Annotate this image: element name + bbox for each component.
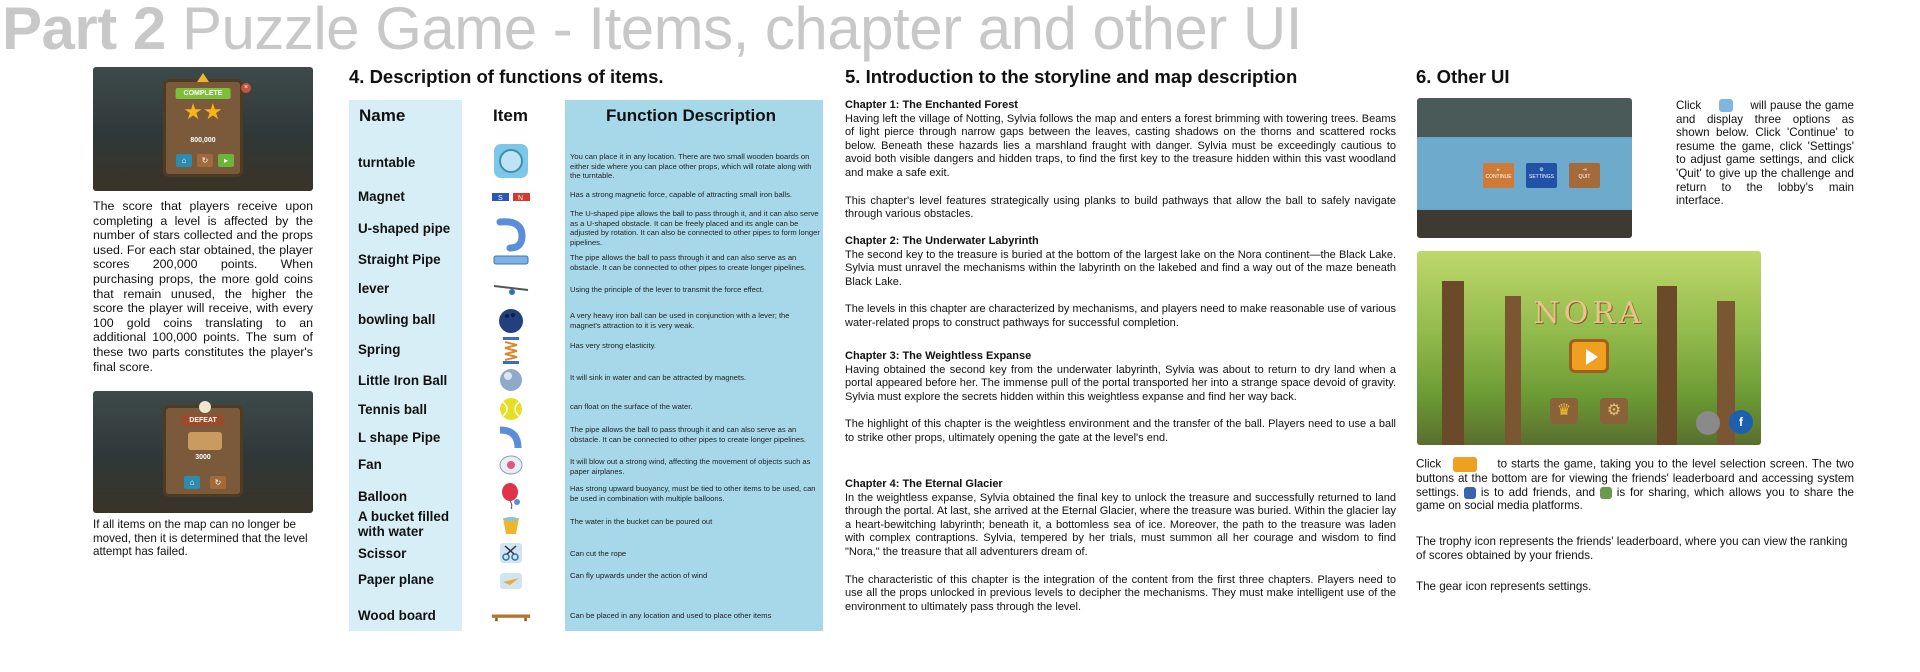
item-name: Little Iron Ball (358, 373, 448, 388)
lose-ribbon: DEFEAT (181, 415, 224, 426)
chapter-note: The characteristic of this chapter is the integration of the content from the first three chapters. Players need to use all the props unlocked in previous levels to decipher the mechanisms. They must make intelligent use of the environment to ultimately pass through the level. (845, 573, 1396, 613)
items-section-title: 4. Description of functions of items. (349, 66, 664, 87)
continue-button[interactable]: ▸ CONTINUE (1483, 163, 1514, 188)
pause-screenshot (1417, 98, 1632, 238)
spring-icon (491, 336, 531, 366)
item-desc: Has a strong magnetic force, capable of attracting small iron balls. (570, 190, 793, 199)
star-icon: ★ (183, 99, 203, 124)
chapter-body: Having left the village of Notting, Sylvia follows the map and enters a forest brimming with towering trees. Beams of light pierce through narrow gaps between the leaves, casting shadows on the thorns and scattered rocks below. Beneath these hazards lies a marshland fraught with danger. Sylvia must be exceedingly cautious to avoid both visible dangers and hidden traps, to find the first key to the treasure hidden within this vast woodland and make a safe exit. (845, 112, 1396, 179)
item-name: L shape Pipe (358, 430, 441, 445)
magnet-icon (491, 185, 531, 209)
chapter-4 (845, 478, 1396, 614)
add-friend-button[interactable] (1696, 411, 1720, 435)
item-name: turntable (358, 155, 416, 170)
item-desc: The pipe allows the ball to pass through it and can also serve as an obstacle. It can be connected to other pipes to create longer pipelines. (570, 425, 806, 444)
lobby-screenshot (1417, 251, 1761, 445)
chapter-body: In the weightless expanse, Sylvia obtained the final key to unlock the treasure and successfully returned to land through the portal. At last, she arrived at the Eternal Glacier, where the treasure was buried. Within the glacier lay a heart-bewitching labyrinth; beneath it, a bottomless sea of ice. Moreover, the path to the treasure was laden with complex contraptions. Sylvia, tempered by her trials, must summon all her courage and wisdom to find "Nora," the treasure that all adventurers dream of. (845, 491, 1396, 558)
item-desc: Has very strong elasticity. (570, 341, 656, 350)
turntable-icon (491, 152, 531, 176)
lever-icon (491, 277, 531, 301)
quit-button[interactable]: ⇥ QUIT (1569, 163, 1600, 188)
bucket-icon (491, 513, 531, 537)
nora-logo: NORA (1533, 296, 1645, 331)
item-desc: Has strong upward buoyancy, must be tied to other items to be used, can be used in combination with multiple balloons. (570, 484, 816, 503)
item-desc: The pipe allows the ball to pass through it and can also serve as an obstacle. It can be connected to other pipes to create longer pipelines. (570, 253, 806, 272)
iron-ball-icon (491, 368, 531, 392)
page-title (2, 0, 1302, 64)
fan-icon (491, 453, 531, 477)
stars (166, 100, 240, 124)
lose-screenshot (93, 391, 313, 513)
chapter-heading: Chapter 3: The Weightless Expanse (845, 350, 1032, 362)
chapter-heading: Chapter 1: The Enchanted Forest (845, 99, 1018, 111)
skull-icon (199, 401, 211, 413)
crown-icon (197, 73, 209, 82)
retry-button[interactable]: ↻ (210, 476, 226, 489)
play-description: Click to starts the game, taking you to the level selection screen. The two buttons at the bottom are for viewing the friends' leaderboard and accessing system settings. is to add friends, and is for sharing, which allows you to share the game on social media platforms. (1416, 457, 1854, 513)
other-ui-section-title: 6. Other UI (1416, 66, 1510, 87)
gear-icon: ⚙ (1606, 402, 1622, 419)
item-name: Fan (358, 457, 382, 472)
l-pipe-icon (491, 422, 531, 452)
item-name: lever (358, 281, 390, 296)
retry-button[interactable]: ↻ (197, 154, 213, 167)
chapter-note: The highlight of this chapter is the weightless environment and the transfer of the ball. Players need to use a ball to strike other props, ultimately opening the gate at the level's end. (845, 418, 1396, 444)
item-name: A bucket filled with water (358, 509, 450, 539)
gear-icon: ⚙ (1539, 167, 1544, 173)
item-desc: Can cut the rope (570, 549, 627, 558)
share-button[interactable]: f (1729, 410, 1753, 434)
col-header-item: Item (493, 106, 528, 125)
paper-plane-icon (491, 569, 531, 593)
item-desc: You can place it in any location. There are two small wooden boards on either side where you can place other props, which will rotate along with the turntable. (570, 152, 812, 180)
lose-score: 3000 (195, 454, 211, 461)
lose-description: If all items on the map can no longer be moved, then it is determined that the level attempt has failed. (93, 518, 308, 559)
settings-button[interactable] (1600, 398, 1628, 424)
chapter-3 (845, 350, 1396, 446)
u-pipe-icon (491, 216, 531, 252)
close-icon[interactable]: × (241, 83, 251, 93)
col-header-name: Name (359, 106, 406, 125)
item-desc: Using the principle of the lever to transmit the force effect. (570, 285, 765, 294)
item-desc: The U-shaped pipe allows the ball to pass through it, and it can also serve as a U-shaped obstacle. It can be freely placed and its angle can be adjusted by rotation. It can also be connected to other pipes to form longer pipelines. (570, 209, 820, 247)
trophy-description: The trophy icon represents the friends' leaderboard, where you can view the ranking of scores obtained by your friends. (1416, 535, 1848, 562)
balloon-icon (491, 482, 531, 510)
item-name: Scissor (358, 546, 407, 561)
svg-text:N: N (518, 195, 524, 202)
item-name: Tennis ball (358, 402, 427, 417)
home-button[interactable]: ⌂ (184, 476, 200, 489)
scissor-icon (491, 541, 531, 565)
settings-button[interactable]: ⚙ SETTINGS (1526, 163, 1557, 188)
col-header-function: Function Description (606, 106, 776, 125)
chapter-heading: Chapter 4: The Eternal Glacier (845, 478, 1003, 490)
pause-description: Click will pause the game and display three options as shown below. Click 'Continue' to resume the game, click 'Settings' to adjust game settings, and click 'Quit' to give up the challenge and return to the lobby's main interface. (1676, 99, 1854, 208)
svg-text:S: S (498, 195, 503, 202)
share-icon (1600, 487, 1612, 499)
chapter-1 (845, 99, 1396, 222)
defeat-image (188, 432, 222, 450)
item-desc: It will sink in water and can be attracted by magnets. (570, 373, 747, 382)
bowling-ball-icon (491, 307, 531, 335)
play-button[interactable] (1569, 339, 1609, 373)
item-name: U-shaped pipe (358, 221, 451, 236)
trophy-icon: ♛ (1556, 402, 1572, 419)
item-desc: Can be placed in any location and used to place other items (570, 611, 772, 620)
gear-description: The gear icon represents settings. (1416, 580, 1592, 593)
item-name: Balloon (358, 489, 408, 504)
part-label: Part 2 (2, 0, 166, 62)
home-button[interactable]: ⌂ (176, 154, 192, 167)
item-name: Straight Pipe (358, 252, 441, 267)
wood-board-icon (491, 605, 531, 629)
chapter-heading: Chapter 2: The Underwater Labyrinth (845, 235, 1039, 247)
chapter-body: The second key to the treasure is buried at the bottom of the largest lake on the Nora continent—the Black Lake. Sylvia must unravel the mechanisms within the labyrinth on the lakebed and find a way out of the maze beneath Black Lake. (845, 248, 1396, 288)
item-desc: It will blow out a strong wind, affecting the movement of objects such as paper airplanes. (570, 457, 811, 476)
tennis-ball-icon (491, 397, 531, 421)
item-name: Magnet (358, 189, 405, 204)
item-name: Wood board (358, 608, 436, 623)
item-desc: A very heavy iron ball can be used in conjunction with a lever; the magnet's attraction to it is very weak. (570, 311, 790, 330)
item-desc: The water in the bucket can be poured out (570, 517, 713, 526)
chapter-note: This chapter's level features strategically using planks to build pathways that allow the ball to safely navigate through various obstacles. (845, 194, 1396, 221)
item-name: Spring (358, 342, 401, 357)
win-ribbon: COMPLETE (176, 88, 231, 99)
item-desc: Can fly upwards under the action of wind (570, 571, 708, 580)
win-description: The score that players receive upon completing a level is affected by the number of stars collected and the props used. For each star obtained, the player scores 200,000 points. When purchasing props, the more gold coins that remain unused, the higher the score the player will receive, with every 100 gold coins translating to an additional 100,000 points. The sum of these two parts constitutes the player's final score. (93, 199, 313, 374)
add-friend-icon (1464, 487, 1476, 499)
win-screenshot (93, 67, 313, 191)
next-button[interactable]: ▸ (218, 154, 234, 167)
title-text: Puzzle Game - Items, chapter and other UI (181, 0, 1302, 62)
trophy-button[interactable] (1550, 398, 1578, 424)
straight-pipe-icon (491, 248, 531, 272)
story-section-title: 5. Introduction to the storyline and map description (845, 66, 1298, 87)
item-name: bowling ball (358, 312, 436, 327)
star-icon: ★ (203, 99, 223, 124)
pause-icon (1719, 99, 1733, 112)
chapter-note: The levels in this chapter are characterized by mechanisms, and players need to make reasonable use of various water-related props to construct pathways for successful completion. (845, 303, 1396, 329)
play-icon (1453, 457, 1477, 472)
item-name: Paper plane (358, 572, 434, 587)
chapter-body: Having obtained the second key from the underwater labyrinth, Sylvia was about to return to dry land when a portal appeared before her. The immense pull of the portal transported her into a strange space devoid of gravity. Sylvia must explore the secrets hidden within this weightless expanse and find her way back. (845, 363, 1396, 403)
item-desc: can float on the surface of the water. (570, 402, 693, 411)
chapter-2 (845, 235, 1396, 331)
win-score: 800,000 (190, 137, 216, 144)
